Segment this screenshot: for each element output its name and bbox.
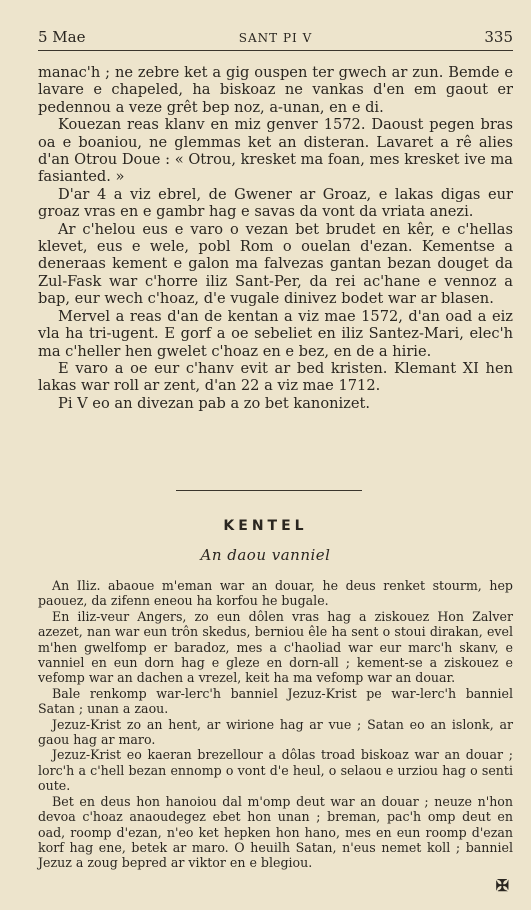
section-title: KENTEL: [223, 518, 308, 534]
lesson-paragraph: Bet en deus hon hanoiou dal m'omp deut war an douar ; neuze n'hon devoa c'hoaz anaoudegez ebet hon unan ; breman, pac'h omp deut en oad, roomp d'ezan, n'eo ket hepken hon hano, mes en eun roomp d'ezan korf hag ene, betek ar maro. O heuilh Satan, n'eus nemet koll ; banniel Jezuz a zoug bepred ar viktor en e blegiou.: [38, 793, 513, 871]
paragraph: E varo a oe eur c'hanv evit ar bed kristen. Klemant XI hen lakas war roll ar zent, d'an 22 a viz mae 1712.: [38, 359, 513, 395]
paragraph: Pi V eo an divezan pab a zo bet kanonizet.: [58, 394, 371, 412]
running-header: [38, 28, 513, 51]
header-date: 5 Mae: [38, 28, 86, 46]
lesson-text: [38, 578, 513, 871]
lesson-paragraph: An Iliz. abaoue m'eman war an douar, he deus renket stourm, hep paouez, da zifenn eneou ha korfou he bugale.: [38, 578, 513, 609]
lesson-paragraph: Bale renkomp war-lerc'h banniel Jezuz-Krist pe war-lerc'h banniel Satan ; unan a zaou.: [38, 685, 513, 717]
cross-ornament-icon: ✠: [495, 876, 509, 895]
lesson-paragraph: Jezuz-Krist zo an hent, ar wirione hag ar vue ; Satan eo an islonk, ar gaou hag ar maro.: [38, 716, 513, 748]
paragraph: Kouezan reas klanv en miz genver 1572. Daoust pegen bras oa e boaniou, ne glemmas ket an disteran. Lavaret a rê alies d'an Otrou Doue : « Otrou, kresket ma foan, mes kresket ive ma fasianted. »: [38, 116, 513, 186]
header-title: SANT PI V: [238, 31, 313, 45]
paragraph: Mervel a reas d'an de kentan a viz mae 1572, d'an oad a eiz vla ha tri-ugent. E gorf a oe sebeliet en iliz Santez-Mari, elec'h ma c'heller hen gwelet c'hoaz en e bez, en de a hirie.: [38, 307, 513, 360]
main-text: [38, 64, 513, 412]
lesson-paragraph: En iliz-veur Angers, zo eun dôlen vras hag a ziskouez Hon Zalver azezet, nan war eun trôn skedus, berniou êle ha sent o stoui dirakan, evel m'hen gwelfomp er baradoz, mes a c'haoliad war eur marc'h skanv, e vanniel en eun dorn hag e gleze en dorn-all ; kement-se a ziskouez e vefomp war an dachen a vrezel, keit ha ma vefomp war an douar.: [38, 608, 513, 686]
section-subtitle: An daou vanniel: [200, 546, 331, 564]
paragraph: Ar c'helou eus e varo o vezan bet brudet en kêr, e c'hellas klevet, eus e wele, pobl Rom o ouelan d'ezan. Kementse a deneraas kement e galon ma falvezas gantan bezan douget da Zul-Fask war c'horre iliz Sant-Per, da rei ac'hane e vennoz a bap, eur wech c'hoaz, d'e vugale dinivez bodet war ar blasen.: [38, 220, 513, 308]
paragraph: D'ar 4 a viz ebrel, de Gwener ar Groaz, e lakas digas eur groaz vras en e gambr hag e savas da vont da vriata anezi.: [38, 185, 513, 221]
page-number: 335: [484, 28, 513, 46]
section-divider: [176, 490, 362, 491]
paragraph: manac'h ; ne zebre ket a gig ouspen ter gwech ar zun. Bemde e lavare e chapeled, ha biskoaz ne vankas d'en em gaout er pedennou a veze grêt bep noz, a-unan, en e di.: [38, 64, 513, 116]
lesson-paragraph: Jezuz-Krist eo kaeran brezellour a dôlas troad biskoaz war an douar ; lorc'h a c'hell bezan ennomp o vont d'e heul, o selaou e urziou hag o senti oute.: [38, 747, 513, 794]
